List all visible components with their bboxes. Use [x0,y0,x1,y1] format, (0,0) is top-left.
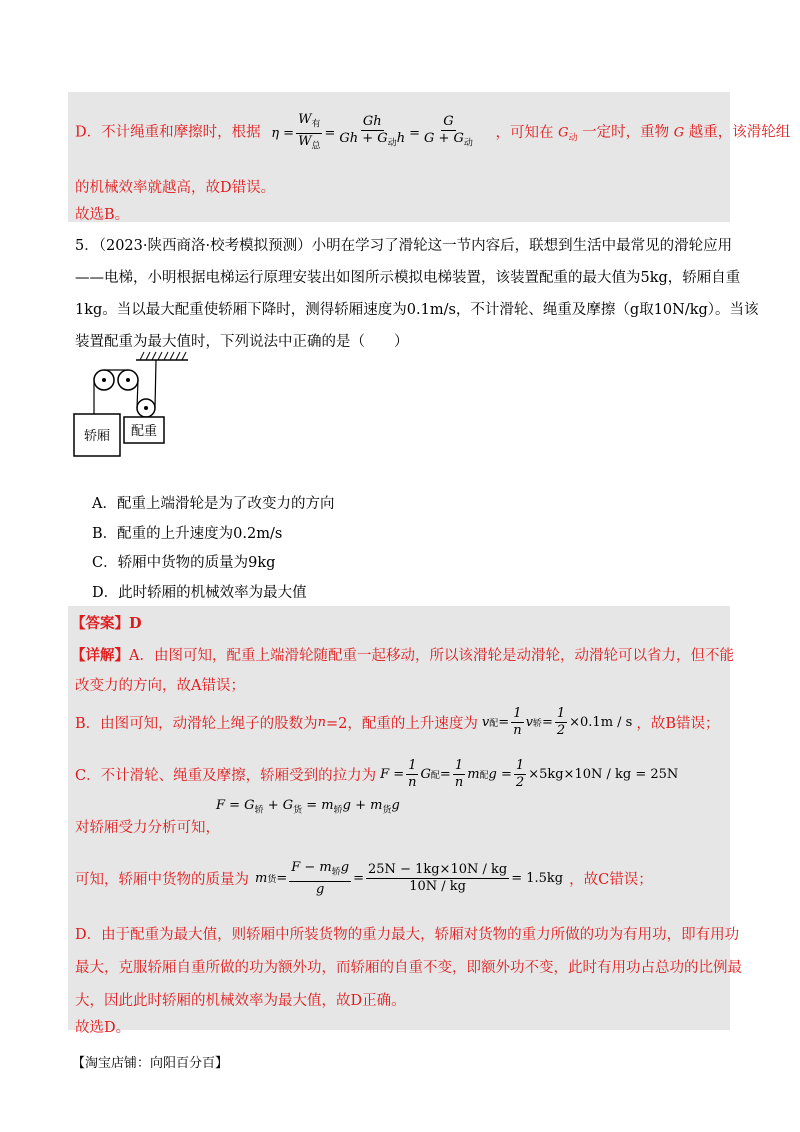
velocity-formula: v 配 = $\frac{1}{n}$ v 轿 = $\frac{1}{2}$ ×0.1m / s [481,706,633,738]
answer-a-line-1 [71,644,734,665]
prev-d-line [75,112,790,154]
answer-c-text-post: ，故C错误； [569,872,653,889]
prev-d-text: D．不计绳重和摩擦时，根据 [75,124,261,141]
counterweight-label: 配重 [130,424,158,439]
prev-g: G [673,125,685,141]
prev-dong-sub: 动 [568,133,578,144]
option-c: C．轿厢中货物的质量为9kg [92,555,276,571]
answer-a-line-2: 改变力的方向，故A错误； [75,678,245,694]
answer-b-n: n [317,715,327,730]
efficiency-formula: η = $\frac{W_有}{W_总}$ = $\frac{Gh}{Gh + G_动h}$ = $\frac{G}{G + G_动}$ [271,112,473,152]
answer-b-text-3: ，故B错误； [636,716,720,732]
pull-force-formula: F = $\frac{1}{n}$ G 配 = $\frac{1}{n}$ m 配 g = $\frac{1}{2}$ ×5kg×10N / kg = 25N [380,758,679,790]
answer-b-text-2: =2，配重的上升速度为 [326,716,478,732]
question-line-3: 1kg。当以最大配重使轿厢下降时，测得轿厢速度为0.1m/s，不计滑轮、绳重及摩擦（g取10N/kg）。当该 [75,302,759,318]
car-label: 轿厢 [83,429,111,444]
option-b: B．配重的上升速度为0.2m/s [92,526,283,542]
prev-d-line-2: 的机械效率就越高，故D错误。 [75,180,276,196]
answer-c-mass-text: 可知，轿厢中货物的质量为 [75,872,249,889]
question-line-4: 装置配重为最大值时，下列说法中正确的是（ ） [75,334,409,350]
elevator-pulley-figure [70,348,190,460]
option-a: A．配重上端滑轮是为了改变力的方向 [92,496,335,512]
answer-d-line-3: 大，因此此时轿厢的机械效率为最大值，故D正确。 [75,993,406,1009]
detail-tag: 【详解】 [71,647,129,664]
question-line-2: ——电梯，小明根据电梯运行原理安装出如图所示模拟电梯装置，该装置配重的最大值为5kg，轿厢自重 [75,270,741,286]
answer-label: 【答案】D [71,615,142,632]
answer-d-line-2: 最大，克服轿厢自重所做的功为额外功，而轿厢的自重不变，即额外功不变，此时有用功占总功的比例最 [75,960,742,976]
prev-g-dong: G [558,125,569,141]
answer-c-line-1 [75,758,678,791]
answer-d-line-1: D．由于配重为最大值，则轿厢中所装货物的重力最大，轿厢对货物的重力所做的功为有用功，即有用功 [75,927,740,943]
cargo-mass-formula: m 货 = $\frac{F - m_轿g}{g}$ = $\frac{25N - 1kg\times 10N / kg}{10N / kg}$ = 1.5kg [255,860,564,897]
prev-d-text-4: 越重，该滑轮组 [688,124,791,141]
answer-c-text: C．不计滑轮、绳重及摩擦，轿厢受到的拉力为 [75,768,377,784]
answer-b-line [75,706,720,739]
answer-c-analysis: 对轿厢受力分析可知， [75,820,220,836]
prev-conclusion: 故选B。 [75,207,130,223]
answer-c-line-3 [75,860,653,898]
question-line-1: 5．（2023·陕西商洛·校考模拟预测）小明在学习了滑轮这一节内容后，联想到生活中最常见的滑轮应用 [75,238,733,254]
answer-conclusion: 故选D。 [75,1020,131,1036]
option-d: D．此时轿厢的机械效率为最大值 [92,585,307,601]
prev-d-text-3: 一定时，重物 [582,124,670,141]
answer-b-text: B．由图可知，动滑轮上绳子的股数为 [75,716,318,732]
answer-a-text: A．由图可知，配重上端滑轮随配重一起移动，所以该滑轮是动滑轮，动滑轮可以省力，但不能 [129,648,734,664]
force-balance-formula: $F = G_轿 + G_货 = m_轿g + m_货g$ [216,798,400,816]
prev-d-text-2: ，可知在 [495,124,554,141]
footer-shop: 【淘宝店铺：向阳百分百】 [72,1056,229,1071]
